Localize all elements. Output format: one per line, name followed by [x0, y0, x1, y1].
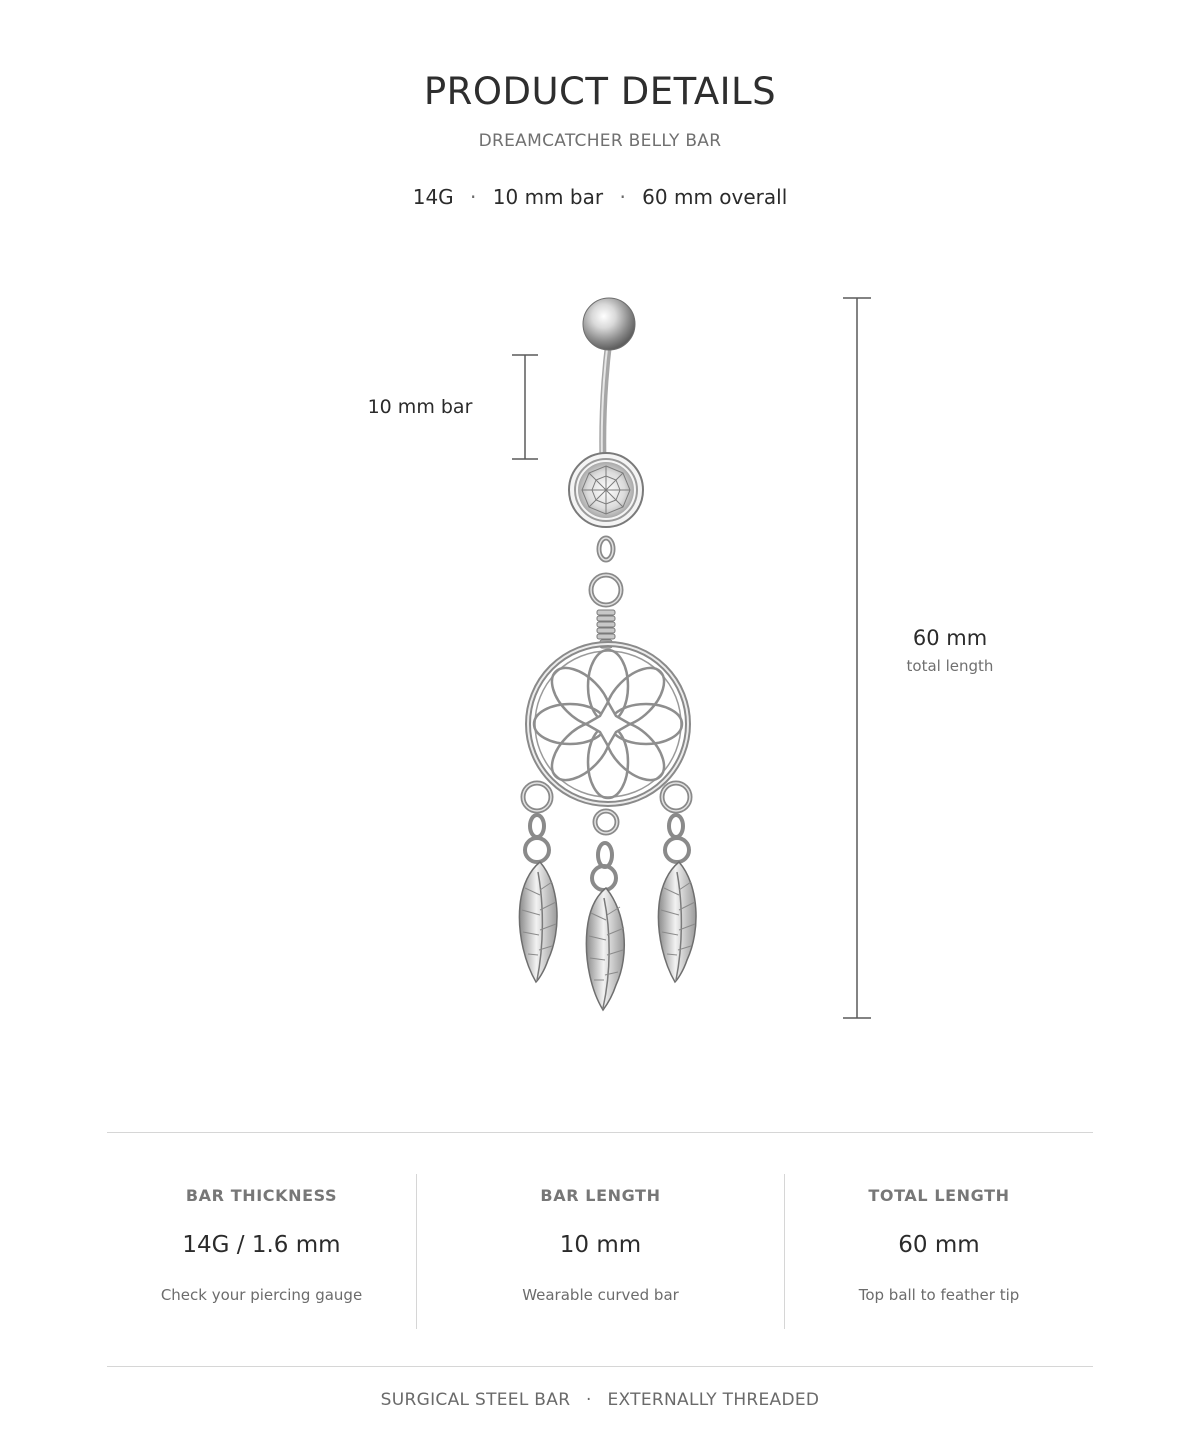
- spec-bar-thickness: [107, 1174, 416, 1329]
- left-feather-dangle: [519, 815, 557, 982]
- footer-threading: EXTERNALLY THREADED: [607, 1390, 820, 1410]
- spec-heading: BAR THICKNESS: [185, 1186, 338, 1205]
- right-feather-dangle: [658, 815, 696, 982]
- footer-separator: ·: [586, 1390, 592, 1410]
- hoop-loops: [523, 783, 690, 833]
- spec-value: 60 mm: [898, 1232, 980, 1258]
- top-ball: [583, 298, 635, 350]
- bar-length-label: 10 mm bar: [367, 396, 473, 418]
- footer-features: [0, 1390, 1200, 1410]
- divider-top: [107, 1132, 1093, 1133]
- product-subtitle: DREAMCATCHER BELLY BAR: [478, 131, 722, 151]
- spec-heading: TOTAL LENGTH: [868, 1186, 1010, 1205]
- spec-value: 14G / 1.6 mm: [182, 1232, 341, 1258]
- total-length-caption: total length: [906, 657, 994, 675]
- spec-note: Check your piercing gauge: [160, 1286, 363, 1304]
- belly-bar-jewelry: [519, 298, 696, 1010]
- specs-grid: [107, 1174, 1093, 1329]
- summary-gauge: 14G: [412, 185, 454, 209]
- summary-separator: ·: [470, 185, 477, 209]
- gem-stone: [578, 462, 634, 518]
- dreamcatcher-web: [534, 650, 682, 798]
- total-length-value: 60 mm: [912, 626, 988, 650]
- spec-heading: BAR LENGTH: [540, 1186, 661, 1205]
- summary-overall: 60 mm overall: [642, 185, 788, 209]
- summary-separator: ·: [619, 185, 626, 209]
- middle-feather-dangle: [586, 843, 624, 1010]
- spec-bar-length: [417, 1174, 784, 1329]
- spec-total-length: [785, 1174, 1093, 1329]
- spec-note: Wearable curved bar: [522, 1286, 679, 1304]
- spec-note: Top ball to feather tip: [858, 1286, 1020, 1304]
- total-length-dimension-line: [843, 298, 871, 1018]
- bar-length-dimension-line: [512, 355, 538, 459]
- summary-bar: 10 mm bar: [492, 185, 604, 209]
- footer-material: SURGICAL STEEL BAR: [380, 1390, 571, 1410]
- jump-rings: [591, 538, 621, 605]
- page-title: PRODUCT DETAILS: [423, 70, 777, 113]
- divider-bottom: [107, 1366, 1093, 1367]
- spec-value: 10 mm: [559, 1232, 642, 1258]
- summary-specs: [0, 185, 1200, 209]
